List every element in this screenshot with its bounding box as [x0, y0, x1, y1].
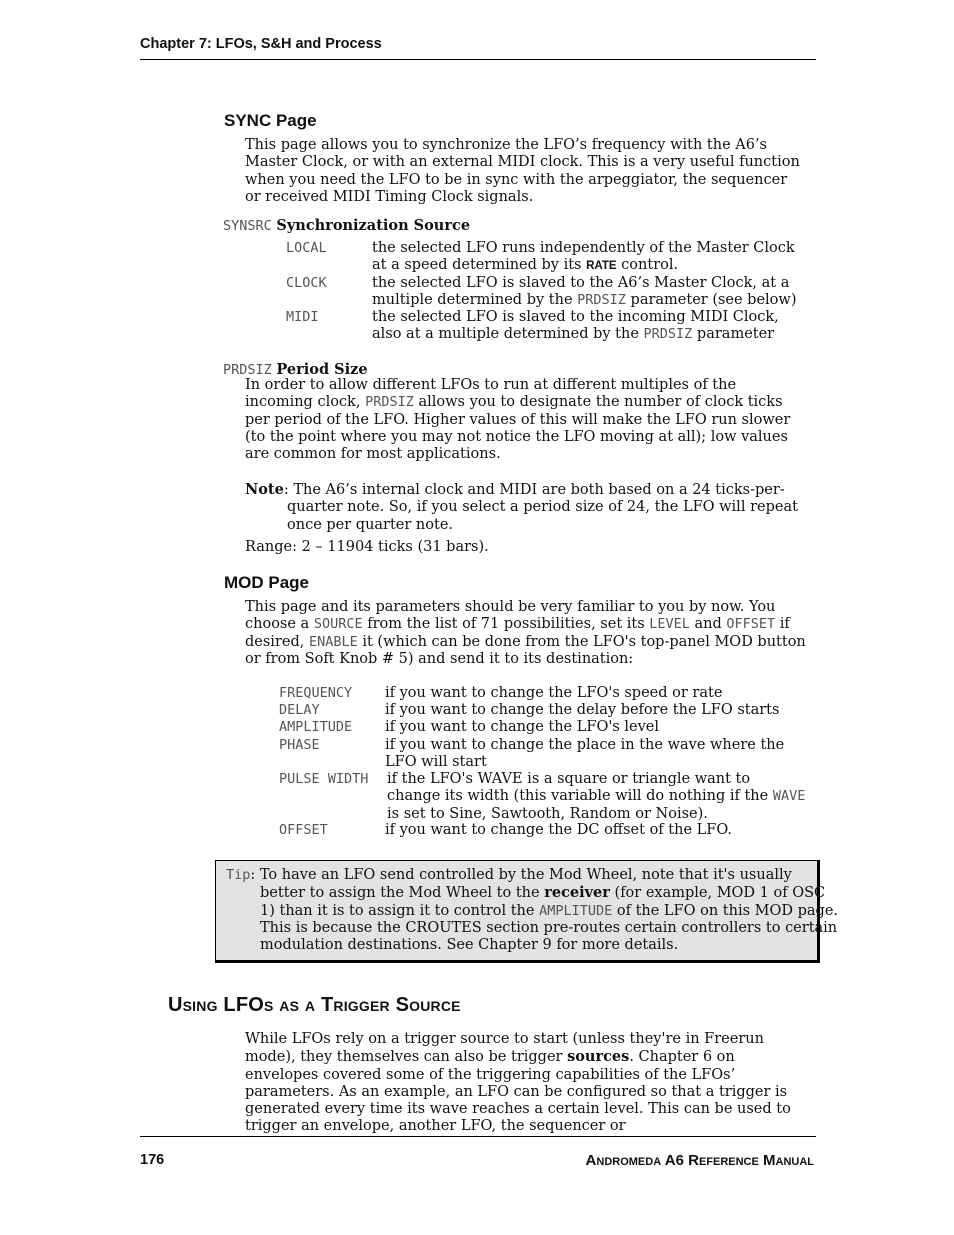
dest-amplitude-desc: if you want to change the LFO's level	[385, 719, 659, 735]
synsrc-name: Synchronization Source	[276, 217, 471, 234]
synsrc-option-midi	[286, 309, 319, 326]
sync-page-heading: SYNC Page	[224, 111, 317, 130]
mod-page-heading: MOD Page	[224, 573, 310, 592]
synsrc-option-local-desc: the selected LFO runs independently of the Master Clock at a speed determined by its RATE control.	[372, 240, 795, 274]
tip-label: Tip	[226, 867, 251, 883]
tip-text: Tip: To have an LFO send controlled by the Mod Wheel, note that it's usually better to assign the Mod Wheel to the receiver (for example, MOD 1 of OSC 1) than it is to assign it to control the AMPLITUDE of the LFO on this MOD page. This is because the CROUTES section pre-routes certain controllers to certain modulation destinations. See Chapter 9 for more details.	[226, 867, 839, 954]
prdsiz-name: Period Size	[276, 361, 368, 378]
synsrc-label	[223, 217, 470, 235]
prdsiz-range: Range: 2 – 11904 ticks (31 bars).	[245, 539, 489, 555]
option-code: LOCAL	[286, 240, 327, 256]
prdsiz-description: In order to allow different LFOs to run at different multiples of the incoming clock, PRDSIZ allows you to designate the number of clock ticks per period of the LFO. Higher values of this will make the LFO run slower (to the point where you may not notice the LFO moving at all); low values are common for most applications.	[245, 377, 791, 463]
option-code: CLOCK	[286, 275, 327, 291]
dest-offset-desc: if you want to change the DC offset of the LFO.	[385, 822, 732, 838]
footer-rule	[140, 1136, 816, 1137]
dest-phase-desc: if you want to change the place in the wave where the LFO will start	[385, 737, 785, 771]
synsrc-option-clock	[286, 275, 327, 292]
trigger-paragraph: While LFOs rely on a trigger source to start (unless they're in Freerun mode), they themselves can also be trigger sources. Chapter 6 on envelopes covered some of the triggering capabilities of the LFOs’ parameters. As an example, an LFO can be configured so that a trigger is generated every time its wave reaches a certain level. This can be used to trigger an envelope, another LFO, the sequencer or	[245, 1031, 791, 1135]
dest-pulse-width: PULSE WIDTH	[279, 771, 369, 787]
prdsiz-note: Note: The A6’s internal clock and MIDI are both based on a 24 ticks-per-quarter note. So, if you select a period size of 24, the LFO will repeat once per quarter note.	[245, 481, 798, 533]
synsrc-option-midi-desc: the selected LFO is slaved to the incoming MIDI Clock, also at a multiple determined by the PRDSIZ parameter	[372, 309, 779, 343]
synsrc-code: SYNSRC	[223, 218, 272, 234]
mod-intro: This page and its parameters should be very familiar to you by now. You choose a SOURCE from the list of 71 possibilities, set its LEVEL and OFFSET if desired, ENABLE it (which can be done from the LFO's top-panel MOD button or from Soft Knob # 5) and send it to its destination:	[245, 599, 806, 667]
synsrc-option-clock-desc: the selected LFO is slaved to the A6’s Master Clock, at a multiple determined by the PRDSIZ parameter (see below)	[372, 275, 797, 309]
manual-title: Andromeda A6 Reference Manual	[585, 1152, 814, 1169]
dest-phase: PHASE	[279, 737, 320, 753]
dest-frequency-desc: if you want to change the LFO's speed or rate	[385, 685, 723, 701]
page-number: 176	[140, 1152, 165, 1168]
trigger-section-heading: Using LFOs as a Trigger Source	[168, 994, 461, 1016]
chapter-title: Chapter 7: LFOs, S&H and Process	[140, 36, 382, 52]
option-code: MIDI	[286, 309, 319, 325]
prdsiz-code: PRDSIZ	[223, 362, 272, 378]
dest-pulse-width-desc: if the LFO's WAVE is a square or triangle want to change its width (this variable will do nothing if the WAVE is set to Sine, Sawtooth, Random or Noise).	[387, 771, 806, 822]
dest-delay-desc: if you want to change the delay before the LFO starts	[385, 702, 780, 718]
sync-intro: This page allows you to synchronize the LFO’s frequency with the A6’s Master Clock, or with an external MIDI clock. This is a very useful function when you need the LFO to be in sync with the arpeggiator, the sequencer or received MIDI Timing Clock signals.	[245, 137, 800, 205]
note-label: Note	[245, 481, 284, 498]
running-header	[140, 36, 816, 60]
dest-delay: DELAY	[279, 702, 320, 718]
dest-offset: OFFSET	[279, 822, 328, 838]
dest-amplitude: AMPLITUDE	[279, 719, 353, 735]
tip-box	[215, 860, 839, 963]
synsrc-option-local	[286, 240, 327, 257]
rate-keyword: RATE	[586, 260, 617, 273]
dest-frequency: FREQUENCY	[279, 685, 353, 701]
